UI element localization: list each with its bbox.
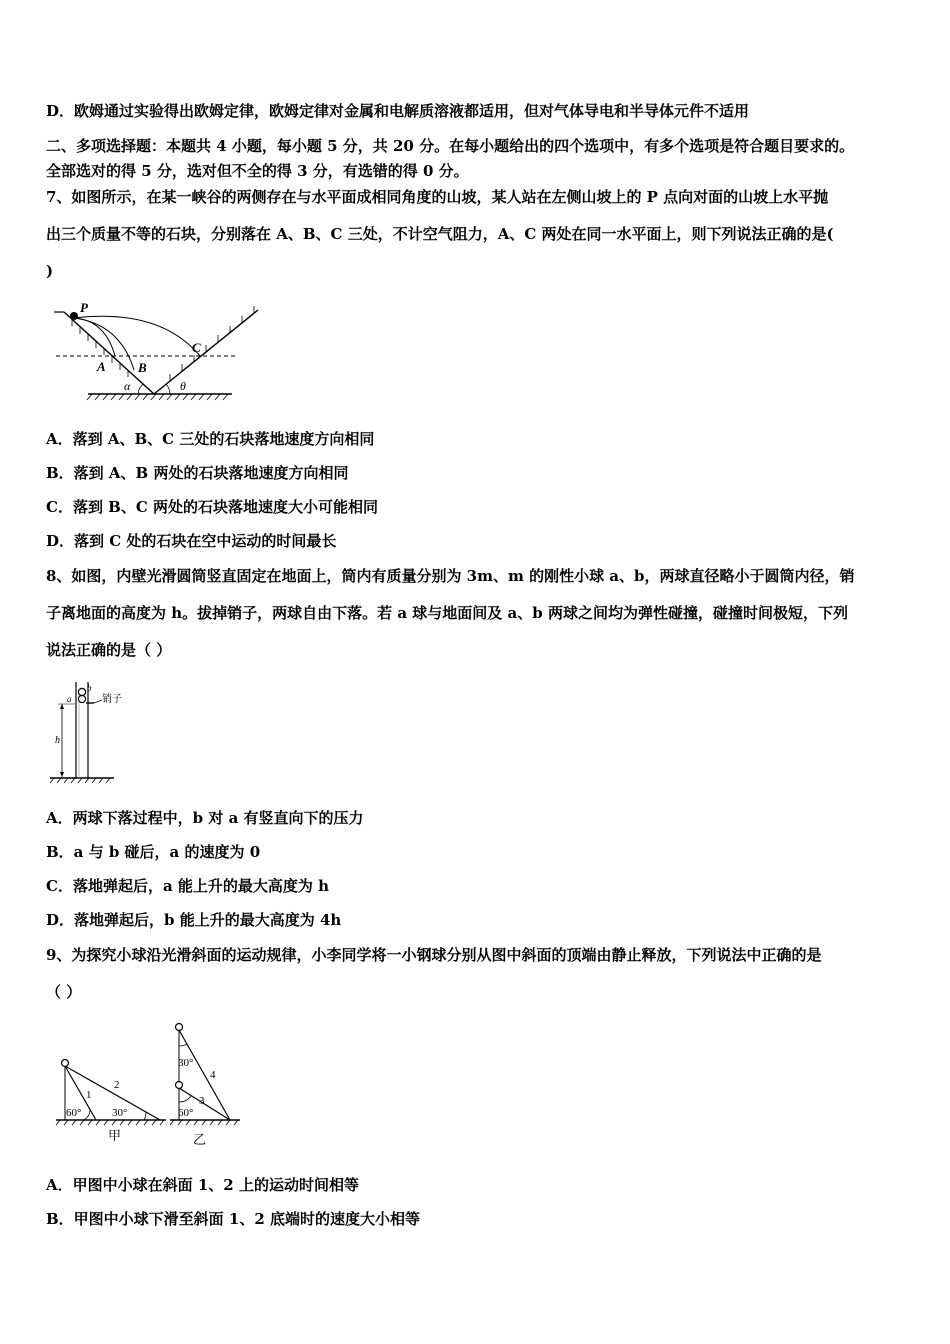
q7-option-c: C．落到 B、C 两处的石块落地速度大小可能相同 xyxy=(46,498,379,516)
q8-stem-3: 说法正确的是（ ） xyxy=(46,641,172,659)
q9-stem-2: （ ） xyxy=(46,983,82,1001)
label-b: B xyxy=(138,360,147,375)
angle-60-jia: 60° xyxy=(66,1107,82,1119)
label-height: h xyxy=(55,735,60,746)
q7-stem-1: 7、如图所示，在某一峡谷的两侧存在与水平面成相同角度的山坡，某人站在左侧山坡上的 P 点向对面的山坡上水平抛 xyxy=(46,188,829,206)
q9-stem-1: 9、为探究小球沿光滑斜面的运动规律，小李同学将一小钢球分别从图中斜面的顶端由静止释放，下列说法中正确的是 xyxy=(46,946,822,964)
incline-3-label: 3 xyxy=(199,1095,205,1107)
q7-stem-2: 出三个质量不等的石块，分别落在 A、B、C 三处，不计空气阻力，A、C 两处在同一水平面上，则下列说法正确的是( xyxy=(46,225,834,243)
angle-30-yi: 30° xyxy=(178,1057,194,1069)
q7-option-b: B．落到 A、B 两处的石块落地速度方向相同 xyxy=(46,464,349,482)
q8-option-d: D．落地弹起后，b 能上升的最大高度为 4h xyxy=(46,911,342,929)
q7-option-d: D．落到 C 处的石块在空中运动的时间最长 xyxy=(46,532,337,550)
section-2-scoring: 全部选对的得 5 分，选对但不全的得 3 分，有选错的得 0 分。 xyxy=(46,162,469,180)
section-2-heading: 二、多项选择题：本题共 4 小题，每小题 5 分，共 20 分。在每小题给出的四个选项中，有多个选项是符合题目要求的。 xyxy=(46,137,855,155)
incline-1-label: 1 xyxy=(86,1089,92,1101)
incline-2-label: 2 xyxy=(114,1079,120,1091)
label-alpha: α xyxy=(124,379,131,393)
q8-tube-figure xyxy=(48,680,138,784)
label-c: C xyxy=(192,340,201,355)
incline-4-label: 4 xyxy=(210,1069,216,1081)
angle-60-yi: 60° xyxy=(178,1107,194,1119)
q9-incline-figure xyxy=(48,1016,248,1148)
q7-canyon-figure xyxy=(50,298,270,408)
angle-30-jia: 30° xyxy=(112,1107,128,1119)
label-a: A xyxy=(97,359,106,374)
q9-option-b: B．甲图中小球下滑至斜面 1、2 底端时的速度大小相等 xyxy=(46,1210,420,1228)
figure-yi-caption: 乙 xyxy=(193,1132,207,1147)
q8-option-a: A．两球下落过程中，b 对 a 有竖直向下的压力 xyxy=(46,809,364,827)
q7-stem-3: ) xyxy=(46,262,54,280)
label-ball-b: b xyxy=(87,683,92,693)
q9-option-a: A．甲图中小球在斜面 1、2 上的运动时间相等 xyxy=(46,1176,359,1194)
q8-option-b: B．a 与 b 碰后，a 的速度为 0 xyxy=(46,843,261,861)
label-ball-a: a xyxy=(67,694,72,704)
q8-option-c: C．落地弹起后，a 能上升的最大高度为 h xyxy=(46,877,330,895)
option-d-q6: D．欧姆通过实验得出欧姆定律，欧姆定律对金属和电解质溶液都适用，但对气体导电和半导体元件不适用 xyxy=(46,102,750,120)
figure-jia-caption: 甲 xyxy=(108,1128,122,1143)
label-theta: θ xyxy=(180,379,186,393)
q8-stem-1: 8、如图，内壁光滑圆筒竖直固定在地面上，筒内有质量分别为 3m、m 的刚性小球 a、b，两球直径略小于圆筒内径，销 xyxy=(46,567,855,585)
label-pin: 销子 xyxy=(102,694,122,705)
q8-stem-2: 子离地面的高度为 h。拔掉销子，两球自由下落。若 a 球与地面间及 a、b 两球之间均为弹性碰撞，碰撞时间极短，下列 xyxy=(46,604,848,622)
q7-option-a: A．落到 A、B、C 三处的石块落地速度方向相同 xyxy=(46,430,375,448)
label-p: P xyxy=(80,300,88,315)
